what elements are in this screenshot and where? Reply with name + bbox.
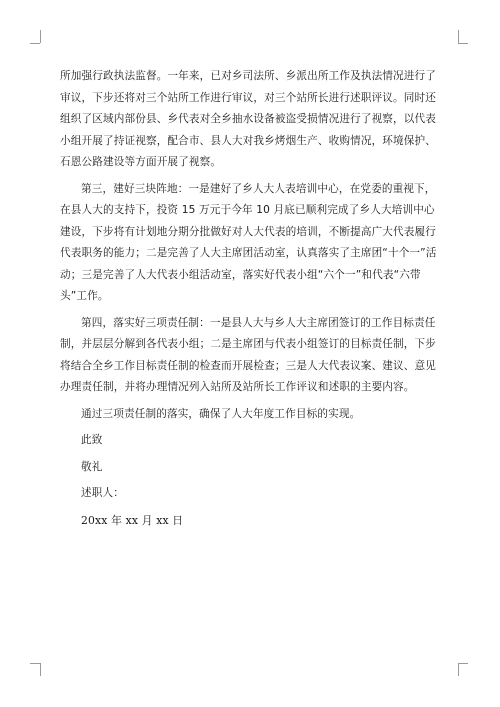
paragraph-continued: 所加强行政执法监督。一年来，已对乡司法所、乡派出所工作及执法情况进行了审议，下步还将对三个站所工作进行审议，对三个站所长进行述职评议。同时还组织了区域内部份县、乡代表对全乡抽水设备被盗受损情况进行了视察，以代表小组开展了持证视察，配合市、县人大对我乡烤烟生产、收购情况，环境保护、石恩公路建设等方面开展了视察。 — [60, 70, 437, 168]
paragraph-third: 第三，建好三块阵地：一是建好了乡人大人表培训中心，在党委的重视下，在县人大的支持下，投资 15 万元于今年 10 月底已顺利完成了乡人大培训中心建设，下步将有计划地分期分批做好对人大代表的培训，不断提高广大代表履行代表职务的能力；二是完善了人大主席团活动室，认真落实了主席团“十个一”活动；三是完善了人大代表小组活动室，落实好代表小组“六个一”和代表“六带头”工作。 — [60, 182, 437, 302]
closing-regards: 敬礼 — [81, 460, 103, 473]
paragraph-conclusion: 通过三项责任制的落实，确保了人大年度工作目标的实现。 — [81, 407, 361, 420]
bottom-left-margin-mark — [30, 663, 42, 679]
document-body — [60, 66, 444, 531]
bottom-right-margin-mark — [458, 663, 470, 679]
paragraph-fourth: 第四，落实好三项责任制：一是县人大与乡人大主席团签订的工作目标责任制，并层层分解到各代表小组；二是主席团与代表小组签订的目标责任制，下步将结合全乡工作目标责任制的检查而开展检查；三是人大代表议案、建议、意见办理责任制，并将办理情况列入站所及站所长工作评议和述职的主要内容。 — [60, 316, 437, 393]
document-date: 20xx 年 xx 月 xx 日 — [81, 513, 184, 527]
top-left-margin-mark — [30, 30, 42, 46]
signer-label: 述职人： — [81, 487, 124, 499]
top-right-margin-mark — [458, 30, 470, 46]
closing-salutation: 此致 — [81, 434, 103, 446]
